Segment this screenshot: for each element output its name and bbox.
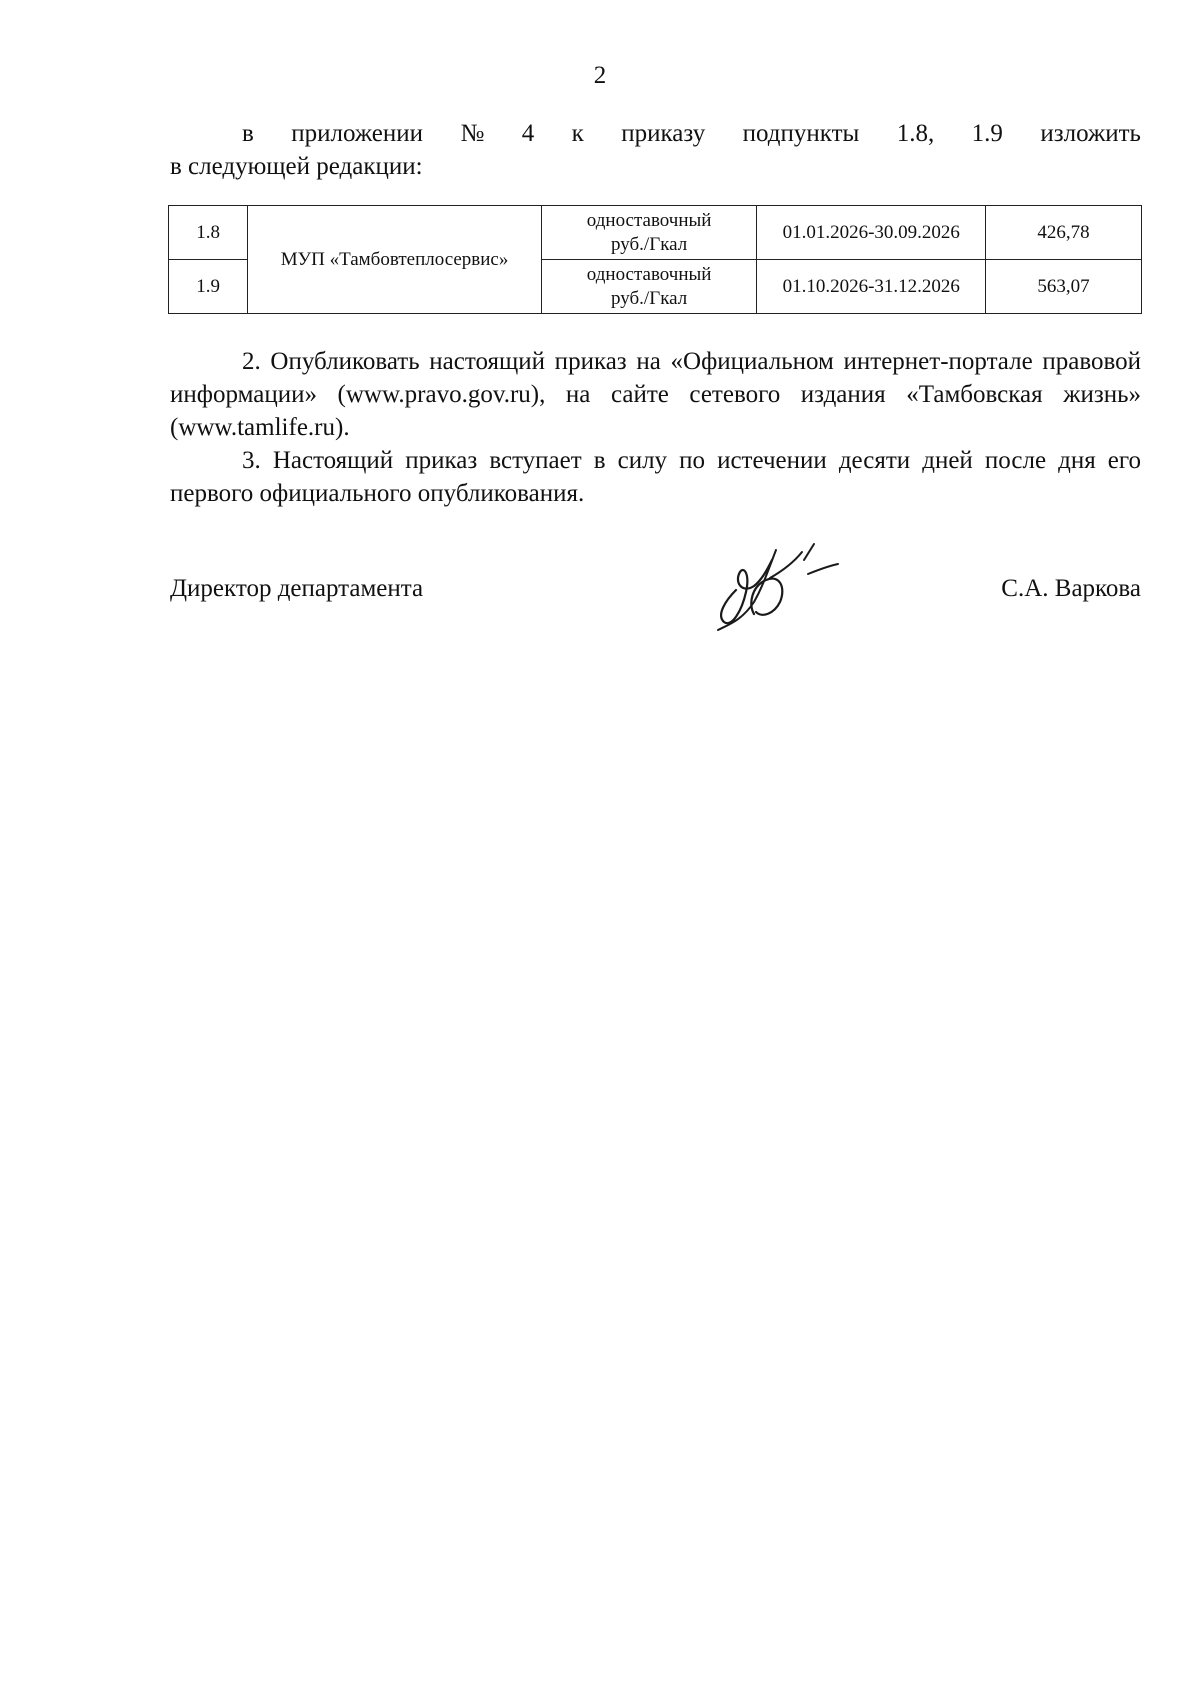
tariff-type-cell [541, 206, 757, 260]
period-cell: 01.01.2026-30.09.2026 [757, 206, 986, 260]
tariff-type-cell [541, 260, 757, 314]
page-number: 2 [593, 62, 607, 89]
clause-3-paragraph: 3. Настоящий приказ вступает в силу по истечении десяти дней после дня его первого официального опубликования. [170, 447, 1141, 507]
intro-word: к [571, 120, 584, 147]
tariff-unit-label: руб./Гкал [611, 287, 688, 309]
tariff-type-label: одноставочный [586, 209, 712, 231]
organization-cell: МУП «Тамбовтеплосервис» [248, 206, 541, 314]
intro-word: приказу [621, 120, 706, 147]
clauses-block [170, 345, 1141, 510]
tariff-value-cell: 563,07 [986, 260, 1142, 314]
intro-line-2: в следующей редакции: [170, 153, 423, 180]
intro-line-1 [170, 117, 1141, 150]
intro-word: изложить [1040, 120, 1141, 147]
intro-word: 1.8, [896, 120, 935, 147]
intro-paragraph [170, 117, 1141, 183]
intro-word: 1.9 [971, 120, 1003, 147]
table-row [169, 206, 1142, 260]
intro-word: подпункты [742, 120, 860, 147]
intro-word: приложении [291, 120, 424, 147]
signatory-position: Директор департамента [170, 575, 424, 602]
tariff-table [168, 205, 1142, 314]
intro-word: 4 [521, 120, 535, 147]
intro-word: № [460, 120, 485, 147]
intro-word: в [242, 120, 254, 147]
period-cell: 01.10.2026-31.12.2026 [757, 260, 986, 314]
row-number-cell: 1.8 [169, 206, 248, 260]
tariff-value-cell: 426,78 [986, 206, 1142, 260]
row-number-cell: 1.9 [169, 260, 248, 314]
tariff-unit-label: руб./Гкал [611, 233, 688, 255]
clause-2-paragraph: 2. Опубликовать настоящий приказ на «Официальном интернет-портале правовой информации» (www.pravo.gov.ru), на сайте сетевого издания «Тамбовская жизнь» (www.tamlife.ru). [170, 348, 1141, 441]
tariff-type-label: одноставочный [586, 263, 712, 285]
signatory-name: С.А. Варкова [1001, 575, 1141, 602]
signature-block [170, 575, 1141, 615]
